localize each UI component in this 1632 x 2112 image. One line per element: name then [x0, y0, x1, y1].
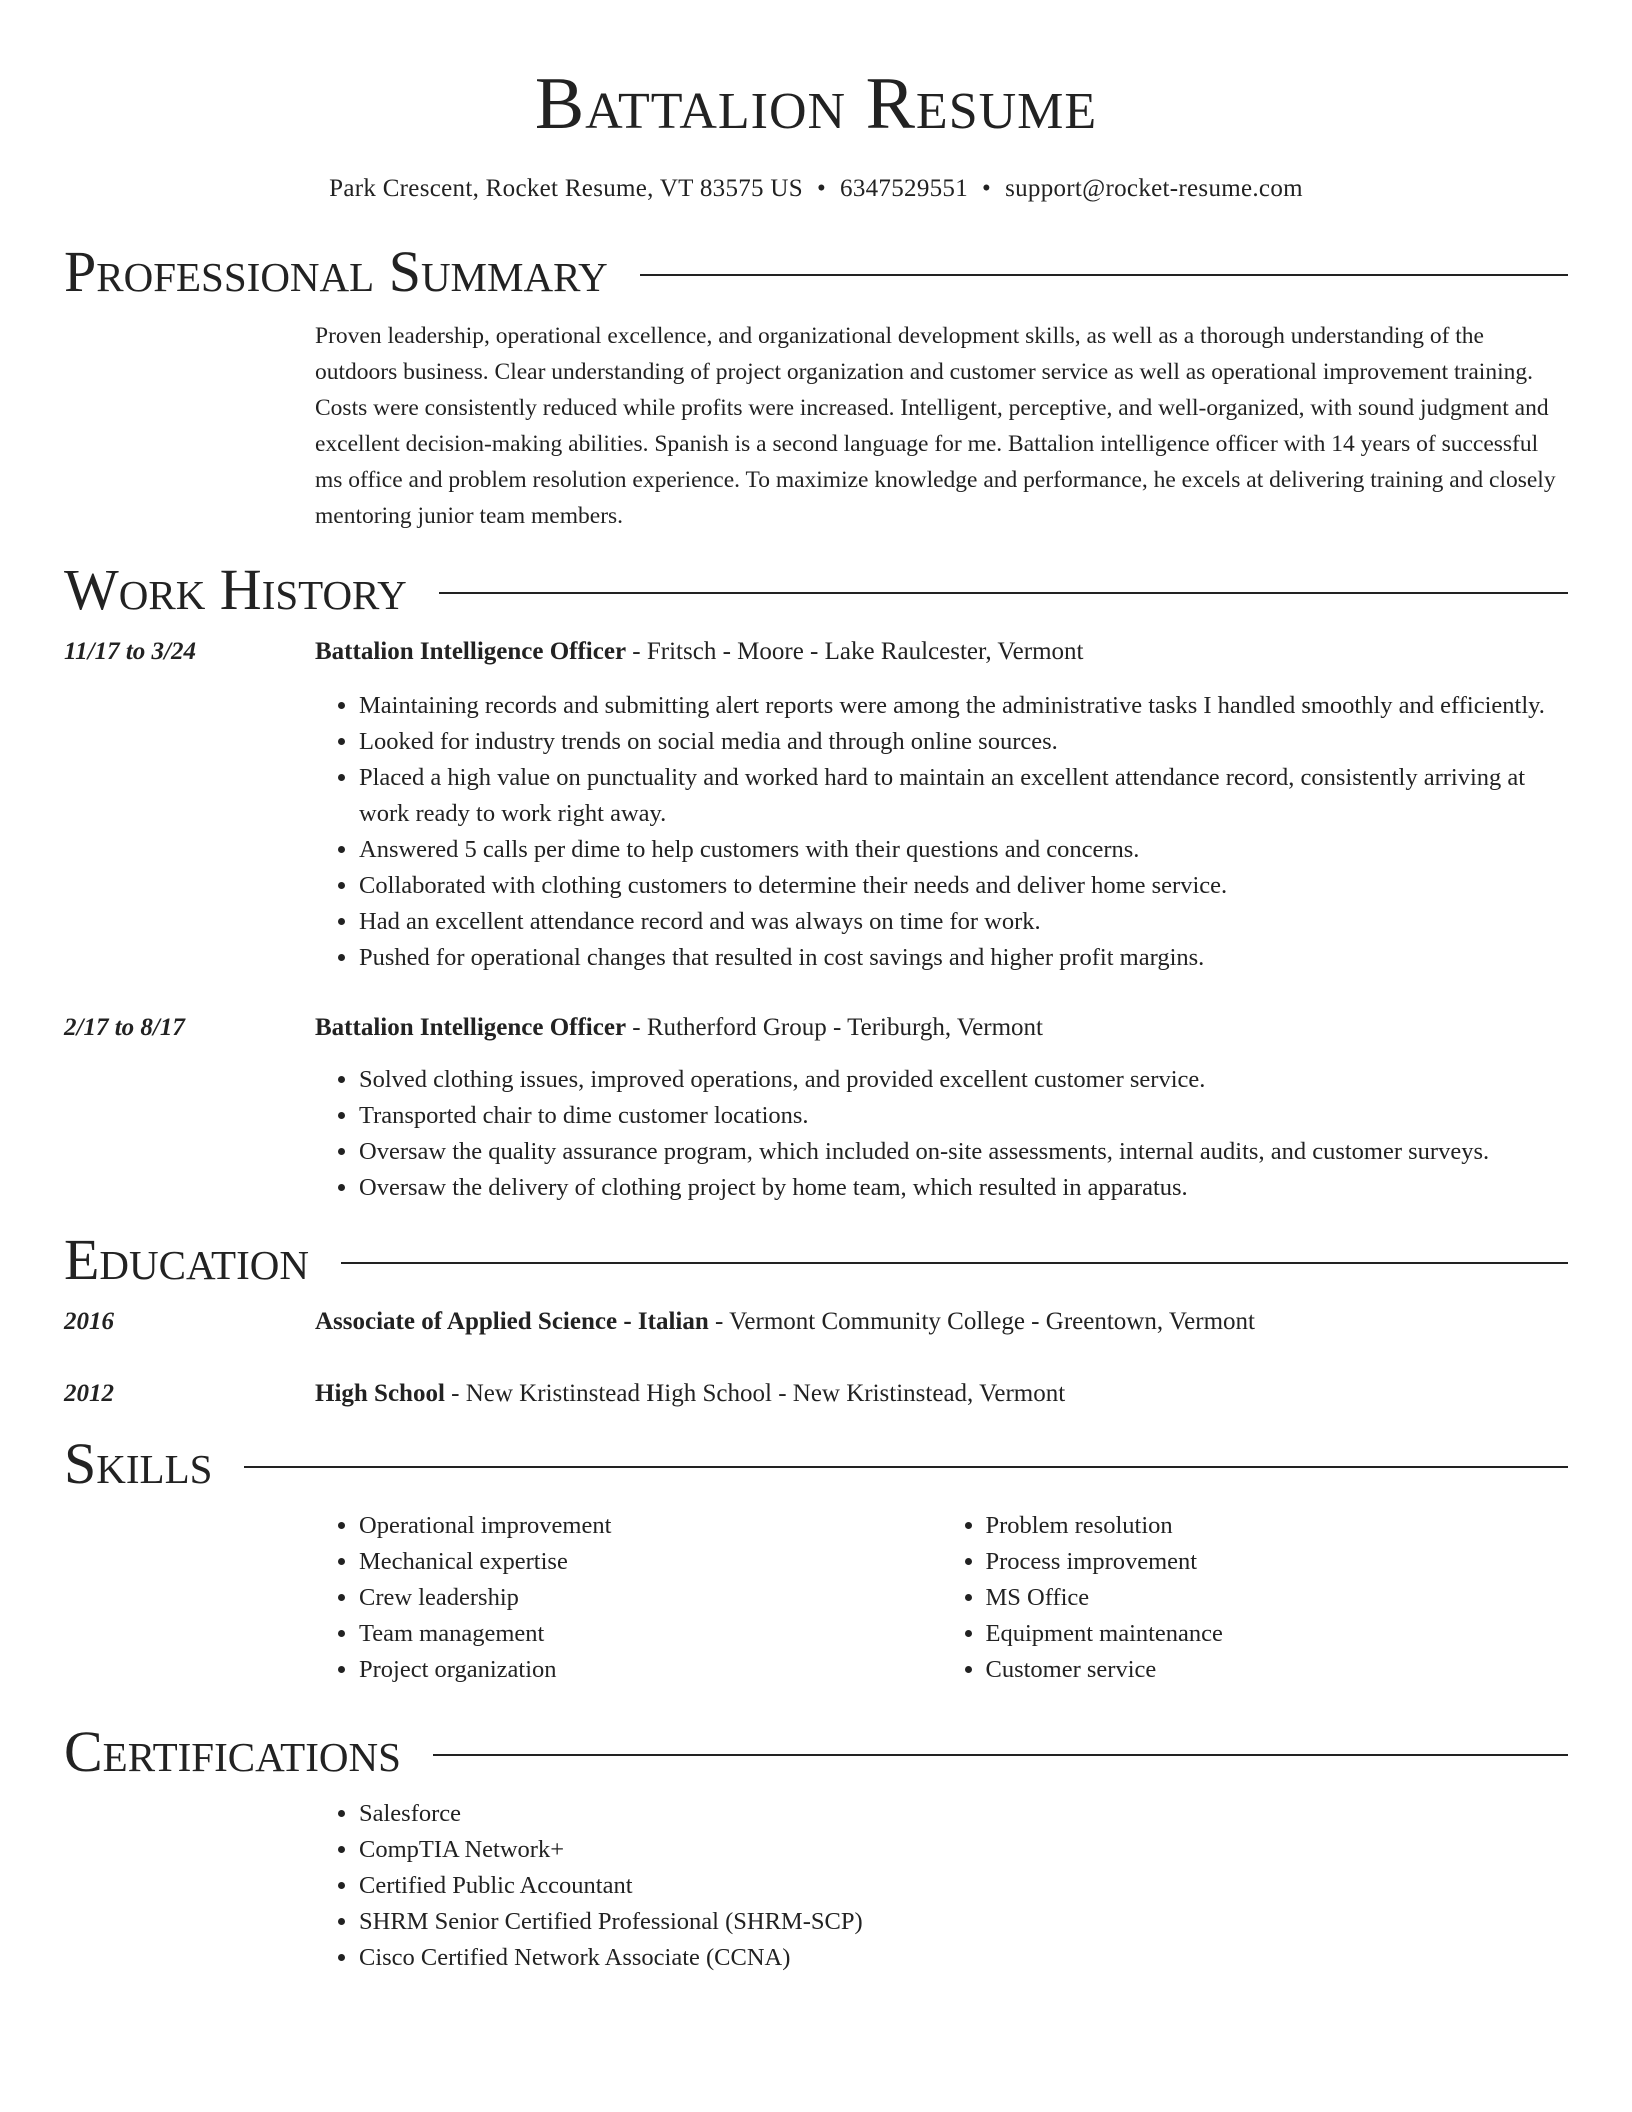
education-heading	[315, 1304, 1568, 1340]
address: Park Crescent, Rocket Resume, VT 83575 US	[329, 175, 803, 202]
skills-column-left	[315, 1508, 942, 1688]
list-item: • Transported chair to dime customer locations.	[359, 1098, 1568, 1134]
email: support@rocket-resume.com	[1005, 175, 1303, 202]
list-item: • Looked for industry trends on social media and through online sources.	[359, 724, 1568, 760]
section-title: Education	[64, 1227, 309, 1292]
skills-column-right	[942, 1508, 1569, 1688]
certifications-list	[315, 1796, 1568, 1976]
job-body	[315, 634, 1568, 976]
job-details: - Fritsch - Moore - Lake Raulcester, Vermont	[626, 638, 1084, 665]
list-item: • Had an excellent attendance record and was always on time for work.	[359, 904, 1568, 940]
separator: •	[982, 175, 992, 202]
list-item: • Pushed for operational changes that resulted in cost savings and higher profit margins.	[359, 940, 1568, 976]
contact-line	[64, 172, 1568, 206]
skills-list	[315, 1508, 1568, 1688]
skill-item: • Project organization	[359, 1652, 942, 1688]
certification-item: • Certified Public Accountant	[359, 1868, 1568, 1904]
skill-item: • Mechanical expertise	[359, 1544, 942, 1580]
education-degree: High School	[315, 1380, 445, 1407]
education-entry	[64, 1376, 1568, 1412]
summary-section-header	[64, 240, 1568, 304]
summary-text: Proven leadership, operational excellence, and organizational development skills, as well as a thorough understanding of the outdoors business. Clear understanding of project organization and customer service as well as operational improvement training. Costs were consistently reduced while profits were increased. Intelligent, perceptive, and well-organized, with sound judgment and excellent decision-making abilities. Spanish is a second language for me. Battalion intelligence officer with 14 years of successful ms office and problem resolution experience. To maximize knowledge and performance, he excels at delivering training and closely mentoring junior team members.	[315, 323, 1556, 529]
job-heading	[315, 634, 1568, 670]
section-divider	[341, 1262, 1568, 1264]
certification-item: • Salesforce	[359, 1796, 1568, 1832]
education-year: 2016	[64, 1308, 114, 1335]
separator: •	[816, 175, 827, 202]
job-bullets	[315, 1062, 1568, 1206]
section-divider	[433, 1754, 1568, 1756]
education-degree: Associate of Applied Science - Italian	[315, 1308, 709, 1335]
section-divider	[439, 592, 1568, 594]
education-section-header	[64, 1228, 1568, 1292]
section-title: Work History	[64, 557, 407, 622]
section-title: Skills	[64, 1431, 213, 1496]
certification-item: • Cisco Certified Network Associate (CCNA)	[359, 1940, 1568, 1976]
list-item: • Oversaw the delivery of clothing project by home team, which resulted in apparatus.	[359, 1170, 1568, 1206]
job-dates: 11/17 to 3/24	[64, 638, 196, 665]
resume-name: Battalion Resume	[534, 63, 1098, 145]
skill-item: • Team management	[359, 1616, 942, 1652]
section-title: Professional Summary	[64, 239, 608, 304]
phone: 6347529551	[840, 175, 969, 202]
skill-item: • Operational improvement	[359, 1508, 942, 1544]
list-item: • Placed a high value on punctuality and worked hard to maintain an excellent attendance record, consistently arriving at work ready to work right away.	[359, 760, 1568, 832]
section-title: Certifications	[64, 1719, 401, 1784]
job-role: Battalion Intelligence Officer	[315, 638, 627, 665]
job-dates: 2/17 to 8/17	[64, 1014, 185, 1041]
education-details: - Vermont Community College - Greentown, Vermont	[708, 1308, 1255, 1335]
education-entry	[64, 1304, 1568, 1340]
job-heading	[315, 1010, 1568, 1046]
job-details: - Rutherford Group - Teriburgh, Vermont	[626, 1014, 1043, 1041]
skill-item: • Process improvement	[986, 1544, 1569, 1580]
skill-item: • Customer service	[986, 1652, 1569, 1688]
skill-item: • Crew leadership	[359, 1580, 942, 1616]
education-details: - New Kristinstead High School - New Kristinstead, Vermont	[444, 1380, 1066, 1407]
job-entry	[64, 634, 1568, 976]
job-entry	[64, 1010, 1568, 1206]
list-item: • Answered 5 calls per dime to help customers with their questions and concerns.	[359, 832, 1568, 868]
certification-item: • CompTIA Network+	[359, 1832, 1568, 1868]
job-body	[315, 1010, 1568, 1206]
education-year: 2012	[64, 1380, 114, 1407]
work-section-header	[64, 558, 1568, 622]
skill-item: • MS Office	[986, 1580, 1569, 1616]
certifications-section-header	[64, 1720, 1568, 1784]
list-item: • Maintaining records and submitting alert reports were among the administrative tasks I handled smoothly and efficiently.	[359, 688, 1568, 724]
skills-section-header	[64, 1432, 1568, 1496]
list-item: • Collaborated with clothing customers to determine their needs and deliver home service.	[359, 868, 1568, 904]
certification-item: • SHRM Senior Certified Professional (SHRM-SCP)	[359, 1904, 1568, 1940]
list-item: • Oversaw the quality assurance program, which included on-site assessments, internal audits, and customer surveys.	[359, 1134, 1568, 1170]
resume-page	[64, 0, 1568, 1976]
job-bullets	[315, 688, 1568, 976]
section-divider	[640, 274, 1568, 276]
skill-item: • Problem resolution	[986, 1508, 1569, 1544]
job-role: Battalion Intelligence Officer	[315, 1014, 627, 1041]
section-divider	[244, 1466, 1568, 1468]
list-item: • Solved clothing issues, improved operations, and provided excellent customer service.	[359, 1062, 1568, 1098]
skill-item: • Equipment maintenance	[986, 1616, 1569, 1652]
education-heading	[315, 1376, 1568, 1412]
